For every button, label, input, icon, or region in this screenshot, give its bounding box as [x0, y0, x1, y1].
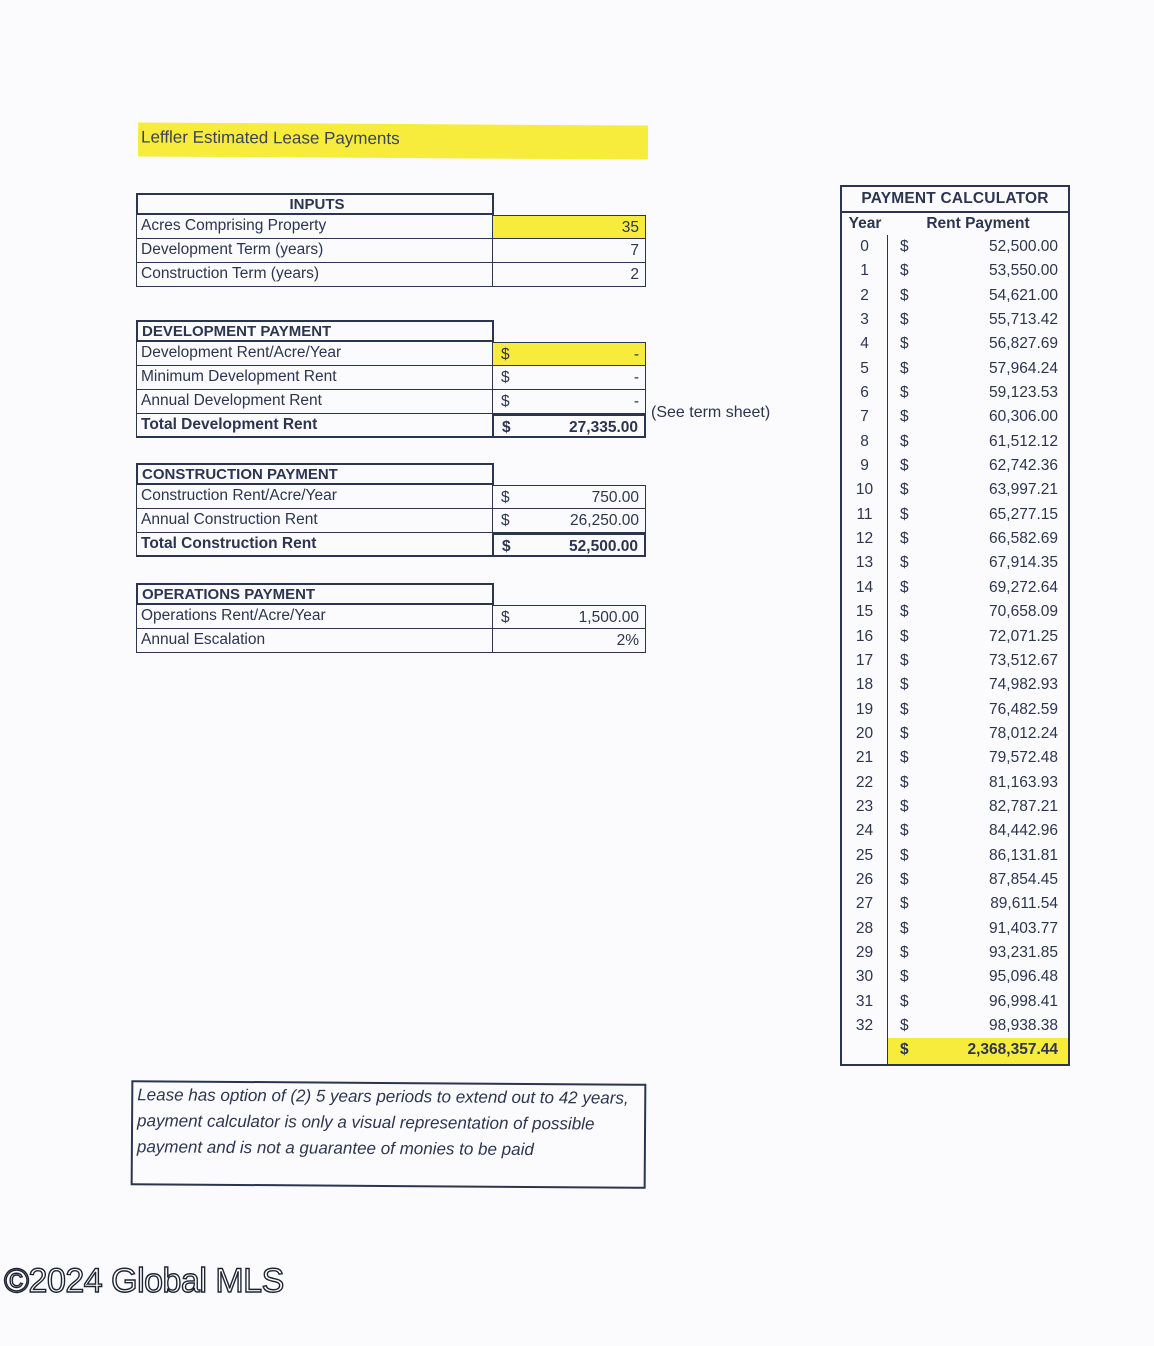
year-cell: 1: [842, 259, 888, 283]
inputs-header: INPUTS: [136, 193, 494, 215]
currency-cell: $: [900, 384, 909, 402]
rent-amount-cell: 52,500.00: [989, 238, 1058, 255]
rent-amount-cell: 76,482.59: [989, 700, 1058, 718]
currency-cell: $: [900, 408, 909, 426]
year-cell: 0: [842, 235, 888, 259]
calculator-header: PAYMENT CALCULATOR: [842, 187, 1068, 213]
rent-amount-cell: 74,982.93: [989, 676, 1058, 694]
development-label: Minimum Development Rent: [136, 366, 492, 390]
currency-cell: $: [900, 578, 909, 596]
rent-amount-cell: 67,914.35: [989, 554, 1058, 572]
development-table: [136, 320, 648, 438]
calculator-row: [842, 527, 1068, 551]
calculator-row: [842, 917, 1068, 941]
calculator-total-cell: [888, 1038, 1068, 1064]
development-label: Annual Development Rent: [136, 390, 492, 414]
copyright-watermark: ©2024 Global MLS: [4, 1262, 284, 1300]
rent-amount-cell: 63,997.21: [989, 481, 1058, 499]
operations-label: Operations Rent/Acre/Year: [136, 605, 492, 629]
year-cell: 23: [842, 795, 888, 819]
calculator-row: [842, 381, 1068, 405]
construction-row: [136, 509, 648, 533]
rent-amount-cell: 70,658.09: [989, 603, 1058, 621]
development-value: $ -: [492, 390, 646, 414]
input-label: Construction Term (years): [136, 263, 492, 287]
construction-total-row: [136, 533, 648, 557]
year-cell: 4: [842, 332, 888, 356]
currency-cell: $: [900, 505, 909, 523]
currency-cell: $: [900, 359, 909, 377]
rent-amount-cell: 53,550.00: [989, 262, 1058, 280]
rent-amount-cell: 65,277.15: [989, 505, 1058, 523]
calculator-row: [842, 332, 1068, 356]
year-cell: 3: [842, 308, 888, 332]
rent-amount-cell: 56,827.69: [989, 335, 1058, 353]
currency-cell: $: [900, 797, 909, 815]
calculator-row: [842, 625, 1068, 649]
development-label: Development Rent/Acre/Year: [136, 342, 492, 366]
input-value: 2: [492, 263, 646, 287]
currency-cell: $: [900, 481, 909, 499]
year-cell: 7: [842, 405, 888, 429]
year-cell: 6: [842, 381, 888, 405]
construction-row: [136, 485, 648, 509]
rent-amount-cell: 55,713.42: [989, 311, 1058, 329]
total-currency: $: [900, 1041, 909, 1059]
calculator-row: [842, 1014, 1068, 1038]
calculator-row: [842, 454, 1068, 478]
year-cell: 27: [842, 892, 888, 916]
year-cell: 18: [842, 673, 888, 697]
construction-label: Construction Rent/Acre/Year: [136, 485, 492, 509]
calculator-row: [842, 795, 1068, 819]
calculator-row: [842, 478, 1068, 502]
rent-amount-cell: 98,938.38: [989, 1017, 1058, 1034]
year-cell: 5: [842, 357, 888, 381]
development-row: [136, 342, 648, 366]
construction-header: CONSTRUCTION PAYMENT: [136, 463, 494, 485]
currency-cell: $: [900, 700, 909, 718]
year-cell: 15: [842, 600, 888, 624]
operations-label: Annual Escalation: [136, 629, 492, 653]
rent-amount-cell: 54,621.00: [989, 286, 1058, 304]
calculator-row: [842, 357, 1068, 381]
operations-header: OPERATIONS PAYMENT: [136, 583, 494, 605]
year-cell: 16: [842, 625, 888, 649]
currency-cell: $: [900, 238, 909, 255]
year-cell: 11: [842, 503, 888, 527]
year-cell: 28: [842, 917, 888, 941]
rent-amount-cell: 81,163.93: [989, 773, 1058, 791]
year-cell: 30: [842, 965, 888, 989]
calculator-row: [842, 698, 1068, 722]
currency-cell: $: [900, 311, 909, 329]
calculator-row: [842, 771, 1068, 795]
currency-cell: $: [900, 286, 909, 304]
operations-value: 2%: [492, 629, 646, 653]
calculator-total-row: [842, 1038, 1068, 1064]
construction-value: $ 26,250.00: [492, 509, 646, 533]
year-cell: 17: [842, 649, 888, 673]
calculator-row: [842, 551, 1068, 575]
year-cell: 14: [842, 576, 888, 600]
calculator-row: [842, 649, 1068, 673]
rent-amount-cell: 62,742.36: [989, 457, 1058, 475]
currency-cell: $: [900, 968, 909, 986]
year-cell: 22: [842, 771, 888, 795]
construction-table: [136, 463, 648, 557]
year-column-header: Year: [848, 215, 882, 232]
operations-value: $ 1,500.00: [492, 605, 646, 629]
rent-amount-cell: 87,854.45: [989, 870, 1058, 888]
rent-amount-cell: 79,572.48: [989, 749, 1058, 767]
currency-cell: $: [900, 943, 909, 961]
development-row: [136, 366, 648, 390]
calculator-column-headers: [842, 213, 1068, 235]
year-cell: 2: [842, 284, 888, 308]
rent-amount-cell: 95,096.48: [989, 968, 1058, 986]
currency-cell: $: [900, 603, 909, 621]
calculator-row: [842, 259, 1068, 283]
input-row-construction-term: [136, 263, 648, 287]
year-cell: 19: [842, 698, 888, 722]
development-value: $ -: [492, 342, 646, 366]
inputs-table: [136, 193, 648, 287]
year-cell: 31: [842, 990, 888, 1014]
rent-amount-cell: 61,512.12: [989, 432, 1058, 450]
calculator-row: [842, 892, 1068, 916]
calculator-row: [842, 284, 1068, 308]
operations-row: [136, 605, 648, 629]
year-cell: 25: [842, 844, 888, 868]
calculator-row: [842, 868, 1068, 892]
currency-cell: $: [900, 676, 909, 694]
rent-amount-cell: 91,403.77: [989, 919, 1058, 937]
rent-amount-cell: 78,012.24: [989, 724, 1058, 742]
year-cell: 13: [842, 551, 888, 575]
development-total-label: Total Development Rent: [136, 414, 492, 438]
rent-amount-cell: 89,611.54: [990, 895, 1058, 913]
operations-table: [136, 583, 648, 653]
calculator-row: [842, 576, 1068, 600]
payment-calculator: [840, 185, 1070, 1066]
calculator-row: [842, 844, 1068, 868]
input-row-acres: [136, 215, 648, 239]
input-row-development-term: [136, 239, 648, 263]
construction-total-label: Total Construction Rent: [136, 533, 492, 557]
construction-value: $ 750.00: [492, 485, 646, 509]
currency-cell: $: [900, 457, 909, 475]
year-cell: 21: [842, 746, 888, 770]
year-cell: 9: [842, 454, 888, 478]
rent-amount-cell: 84,442.96: [989, 822, 1058, 840]
currency-cell: $: [900, 651, 909, 669]
year-cell: 8: [842, 430, 888, 454]
currency-cell: $: [900, 870, 909, 888]
calculator-row: [842, 990, 1068, 1014]
year-cell: 12: [842, 527, 888, 551]
currency-cell: $: [900, 846, 909, 864]
currency-cell: $: [900, 773, 909, 791]
calculator-row: [842, 405, 1068, 429]
total-amount: 2,368,357.44: [967, 1041, 1058, 1059]
currency-cell: $: [900, 627, 909, 645]
input-value: 7: [492, 239, 646, 263]
calculator-row: [842, 941, 1068, 965]
calculator-row: [842, 430, 1068, 454]
total-year-cell: [842, 1038, 888, 1064]
rent-amount-cell: 60,306.00: [989, 408, 1058, 426]
calculator-row: [842, 673, 1068, 697]
calculator-row: [842, 746, 1068, 770]
year-cell: 32: [842, 1014, 888, 1038]
currency-cell: $: [900, 530, 909, 548]
document-title: Leffler Estimated Lease Payments: [138, 122, 648, 159]
term-sheet-note: (See term sheet): [651, 404, 771, 421]
rent-amount-cell: 93,231.85: [989, 943, 1058, 961]
disclaimer-note: Lease has option of (2) 5 years periods to extend out to 42 years, payment calculator is only a visual representation of possible payment and is not a guarantee of monies to be paid: [131, 1080, 647, 1189]
calculator-row: [842, 308, 1068, 332]
currency-cell: $: [900, 724, 909, 742]
year-cell: 26: [842, 868, 888, 892]
rent-column-header: Rent Payment: [926, 215, 1030, 232]
currency-cell: $: [900, 749, 909, 767]
calculator-row: [842, 819, 1068, 843]
construction-label: Annual Construction Rent: [136, 509, 492, 533]
currency-cell: $: [900, 919, 909, 937]
year-cell: 24: [842, 819, 888, 843]
construction-total-value: $ 52,500.00: [492, 533, 646, 557]
calculator-row: [842, 503, 1068, 527]
input-label: Acres Comprising Property: [136, 215, 492, 239]
rent-amount-cell: 73,512.67: [989, 651, 1058, 669]
currency-cell: $: [900, 1017, 909, 1034]
development-row: [136, 390, 648, 414]
development-total-row: [136, 414, 648, 438]
currency-cell: $: [900, 262, 909, 280]
development-total-value: $ 27,335.00: [492, 414, 646, 438]
currency-cell: $: [900, 432, 909, 450]
input-label: Development Term (years): [136, 239, 492, 263]
year-cell: 10: [842, 478, 888, 502]
calculator-row: [842, 965, 1068, 989]
calculator-row: [842, 722, 1068, 746]
rent-amount-cell: 69,272.64: [989, 578, 1058, 596]
rent-amount-cell: 57,964.24: [989, 359, 1058, 377]
currency-cell: $: [900, 895, 909, 913]
currency-cell: $: [900, 992, 909, 1010]
rent-amount-cell: 86,131.81: [989, 846, 1058, 864]
year-cell: 20: [842, 722, 888, 746]
calculator-row: [842, 600, 1068, 624]
rent-amount-cell: 66,582.69: [989, 530, 1058, 548]
rent-amount-cell: 59,123.53: [989, 384, 1058, 402]
calculator-row: [842, 235, 1068, 259]
input-value: 35: [492, 215, 646, 239]
operations-row: [136, 629, 648, 653]
development-value: $ -: [492, 366, 646, 390]
development-header: DEVELOPMENT PAYMENT: [136, 320, 494, 342]
calculator-rows: [842, 235, 1068, 1038]
currency-cell: $: [900, 335, 909, 353]
rent-amount-cell: 96,998.41: [989, 992, 1058, 1010]
year-cell: 29: [842, 941, 888, 965]
rent-amount-cell: 72,071.25: [989, 627, 1058, 645]
rent-amount-cell: 82,787.21: [989, 797, 1058, 815]
currency-cell: $: [900, 554, 909, 572]
currency-cell: $: [900, 822, 909, 840]
